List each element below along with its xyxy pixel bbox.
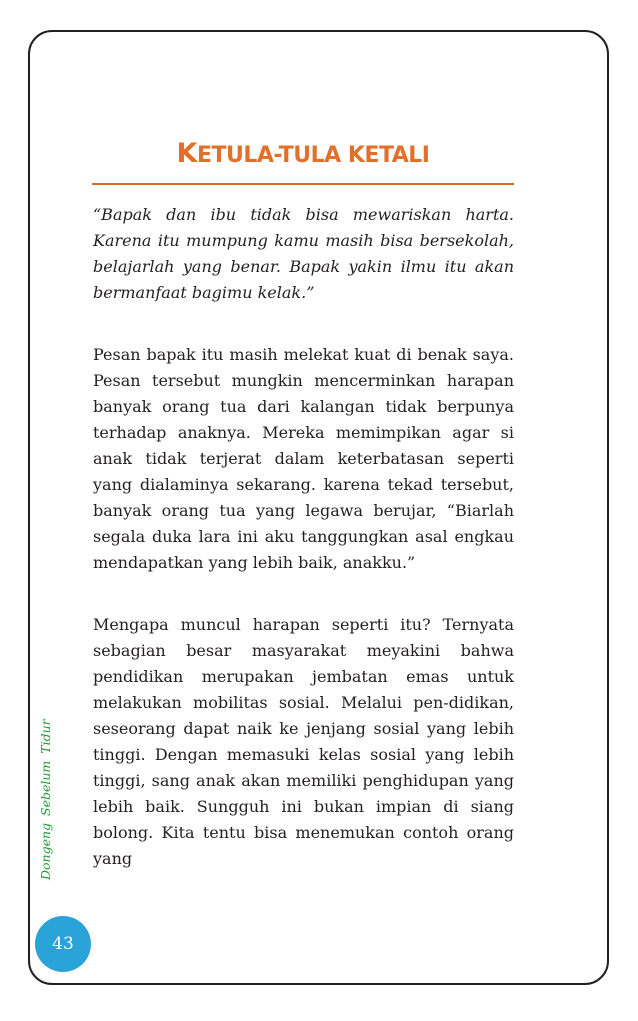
- chapter-title: [92, 138, 514, 169]
- title-underline: [92, 183, 514, 185]
- book-title-side-label: Dongeng Sebelum Tidur: [38, 719, 53, 880]
- chapter-title-rest: ETULA-TULA KETALI: [196, 143, 430, 168]
- opening-quote: “Bapak dan ibu tidak bisa mewariskan harta. Karena itu mumpung kamu masih bisa bersekolah, belajarlah yang benar. Bapak yakin ilmu itu akan bermanfaat bagimu kelak.”: [93, 205, 514, 302]
- paragraph-2: Mengapa muncul harapan seperti itu? Ternyata sebagian besar masyarakat meyakini bahwa pendidikan merupakan jembatan emas untuk melakukan mobilitas sosial. Melalui pen-didikan, seseorang dapat naik ke jenjang sosial yang lebih tinggi. Dengan memasuki kelas sosial yang lebih tinggi, sang anak akan memiliki penghidupan yang lebih baik. Sungguh ini bukan impian di siang bolong. Kita tentu bisa menemukan contoh orang yang: [93, 615, 514, 868]
- chapter-title-initial: K: [176, 138, 197, 169]
- page-number-badge: 43: [35, 916, 91, 972]
- paragraph-1: Pesan bapak itu masih melekat kuat di benak saya. Pesan tersebut mungkin mencerminkan harapan banyak orang tua dari kalangan tidak berpunya terhadap anaknya. Mereka memimpikan agar si anak tidak terjerat dalam keterbatasan seperti yang dialaminya sekarang. karena tekad tersebut, banyak orang tua yang legawa berujar, “Biarlah segala duka lara ini aku tanggungkan asal engkau mendapatkan yang lebih baik, anakku.”: [93, 345, 514, 572]
